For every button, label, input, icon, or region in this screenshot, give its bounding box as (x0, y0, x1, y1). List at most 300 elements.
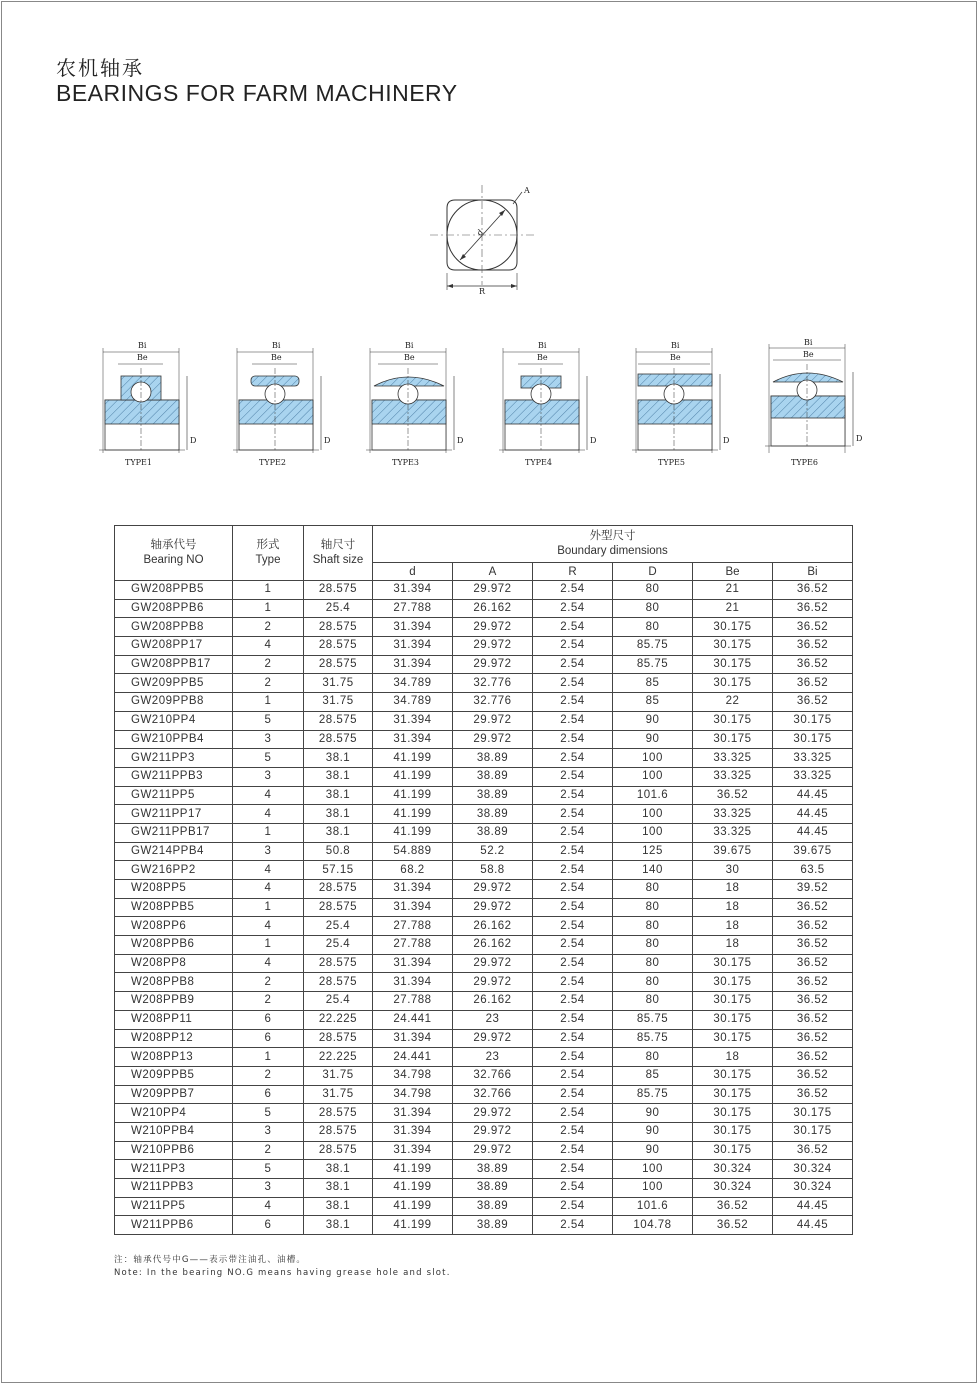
header-bearing-no: 轴承代号 Bearing NO (115, 526, 233, 581)
value-cell: 30.175 (693, 1104, 773, 1123)
value-cell: 28.575 (304, 711, 373, 730)
svg-text:D: D (723, 436, 730, 445)
header-boundary-dimensions: 外型尺寸 Boundary dimensions (373, 526, 853, 563)
type-6-label: TYPE6 (791, 458, 818, 467)
value-cell: 2.54 (533, 674, 613, 693)
bearing-type-1 (99, 341, 196, 467)
value-cell: 28.575 (304, 898, 373, 917)
bearing-no-cell: W210PP4 (115, 1104, 233, 1123)
value-cell: 30.175 (693, 1029, 773, 1048)
svg-text:D: D (457, 436, 464, 445)
value-cell: 38.1 (304, 805, 373, 824)
value-cell: 100 (613, 767, 693, 786)
table-row (115, 674, 853, 693)
value-cell: 30.175 (773, 1122, 853, 1141)
value-cell: 2.54 (533, 693, 613, 712)
table-row (115, 1066, 853, 1085)
value-cell: 29.972 (453, 898, 533, 917)
value-cell: 80 (613, 917, 693, 936)
value-cell: 85.75 (613, 1029, 693, 1048)
value-cell: 80 (613, 936, 693, 955)
bearing-no-cell: GW208PPB17 (115, 655, 233, 674)
page-title-english: BEARINGS FOR FARM MACHINERY (56, 80, 458, 106)
value-cell: 41.199 (373, 1160, 453, 1179)
value-cell: 4 (233, 880, 304, 899)
value-cell: 100 (613, 1160, 693, 1179)
value-cell: 31.394 (373, 1141, 453, 1160)
value-cell: 4 (233, 637, 304, 656)
value-cell: 1 (233, 599, 304, 618)
value-cell: 36.52 (773, 637, 853, 656)
table-row (115, 730, 853, 749)
value-cell: 28.575 (304, 730, 373, 749)
value-cell: 30.175 (773, 1104, 853, 1123)
header-bi: Bi (773, 563, 853, 581)
value-cell: 32.766 (453, 1085, 533, 1104)
bearing-no-cell: W208PP5 (115, 880, 233, 899)
value-cell: 2 (233, 674, 304, 693)
value-cell: 2.54 (533, 767, 613, 786)
value-cell: 4 (233, 861, 304, 880)
note-chinese: 注：轴承代号中G——表示带注油孔、油槽。 (114, 1255, 307, 1265)
value-cell: 2.54 (533, 637, 613, 656)
value-cell: 30.324 (773, 1160, 853, 1179)
table-row (115, 917, 853, 936)
value-cell: 2.54 (533, 1048, 613, 1067)
value-cell: 80 (613, 992, 693, 1011)
value-cell: 36.52 (773, 1029, 853, 1048)
table-row (115, 898, 853, 917)
bearing-no-cell: GW214PPB4 (115, 842, 233, 861)
bearing-no-cell: GW209PPB8 (115, 693, 233, 712)
value-cell: 31.394 (373, 1104, 453, 1123)
value-cell: 31.394 (373, 973, 453, 992)
value-cell: 2.54 (533, 936, 613, 955)
value-cell: 85 (613, 693, 693, 712)
value-cell: 2.54 (533, 880, 613, 899)
value-cell: 41.199 (373, 823, 453, 842)
bearing-no-cell: W208PPB5 (115, 898, 233, 917)
value-cell: 26.162 (453, 917, 533, 936)
bearing-no-cell: W210PPB4 (115, 1122, 233, 1141)
bearing-no-cell: GW210PPB4 (115, 730, 233, 749)
value-cell: 31.394 (373, 618, 453, 637)
value-cell: 27.788 (373, 936, 453, 955)
table-row (115, 842, 853, 861)
value-cell: 2.54 (533, 711, 613, 730)
value-cell: 41.199 (373, 1216, 453, 1235)
value-cell: 30.175 (693, 618, 773, 637)
value-cell: 28.575 (304, 581, 373, 600)
value-cell: 36.52 (773, 618, 853, 637)
value-cell: 80 (613, 954, 693, 973)
value-cell: 3 (233, 842, 304, 861)
value-cell: 41.199 (373, 767, 453, 786)
bearing-no-cell: W208PP11 (115, 1010, 233, 1029)
value-cell: 30.175 (693, 992, 773, 1011)
value-cell: 30.175 (693, 1066, 773, 1085)
value-cell: 1 (233, 823, 304, 842)
svg-text:Be: Be (404, 353, 415, 362)
value-cell: 28.575 (304, 637, 373, 656)
header-type: 形式 Type (233, 526, 304, 581)
value-cell: 2.54 (533, 655, 613, 674)
value-cell: 31.394 (373, 898, 453, 917)
value-cell: 80 (613, 618, 693, 637)
value-cell: 85.75 (613, 637, 693, 656)
value-cell: 90 (613, 730, 693, 749)
value-cell: 1 (233, 581, 304, 600)
value-cell: 34.798 (373, 1066, 453, 1085)
svg-text:Be: Be (137, 353, 148, 362)
value-cell: 22.225 (304, 1048, 373, 1067)
bearing-type-6 (765, 338, 862, 467)
value-cell: 30.175 (693, 711, 773, 730)
value-cell: 25.4 (304, 992, 373, 1011)
value-cell: 101.6 (613, 786, 693, 805)
value-cell: 38.89 (453, 805, 533, 824)
value-cell: 22 (693, 693, 773, 712)
table-row (115, 1104, 853, 1123)
label-a: A (524, 186, 530, 195)
value-cell: 54.889 (373, 842, 453, 861)
table-body (115, 581, 853, 1235)
value-cell: 80 (613, 1048, 693, 1067)
value-cell: 38.89 (453, 1197, 533, 1216)
value-cell: 28.575 (304, 880, 373, 899)
table-row (115, 823, 853, 842)
value-cell: 52.2 (453, 842, 533, 861)
value-cell: 2 (233, 618, 304, 637)
value-cell: 41.199 (373, 1179, 453, 1198)
bearing-no-cell: W208PPB6 (115, 936, 233, 955)
value-cell: 2.54 (533, 1066, 613, 1085)
table-row (115, 861, 853, 880)
value-cell: 38.89 (453, 823, 533, 842)
value-cell: 2.54 (533, 786, 613, 805)
value-cell: 38.89 (453, 1216, 533, 1235)
bearing-type-5 (632, 341, 729, 467)
bearing-no-cell: GW208PP17 (115, 637, 233, 656)
value-cell: 2.54 (533, 749, 613, 768)
value-cell: 1 (233, 898, 304, 917)
value-cell: 34.798 (373, 1085, 453, 1104)
value-cell: 29.972 (453, 730, 533, 749)
type-4-label: TYPE4 (525, 458, 552, 467)
bearing-type-2 (233, 341, 330, 467)
bearing-no-cell: GW211PP5 (115, 786, 233, 805)
value-cell: 80 (613, 973, 693, 992)
table-row (115, 1141, 853, 1160)
value-cell: 50.8 (304, 842, 373, 861)
value-cell: 36.52 (773, 674, 853, 693)
value-cell: 6 (233, 1085, 304, 1104)
value-cell: 85.75 (613, 1010, 693, 1029)
value-cell: 44.45 (773, 786, 853, 805)
value-cell: 2.54 (533, 1141, 613, 1160)
value-cell: 31.394 (373, 954, 453, 973)
table-row (115, 992, 853, 1011)
value-cell: 38.1 (304, 767, 373, 786)
value-cell: 34.789 (373, 693, 453, 712)
value-cell: 36.52 (773, 936, 853, 955)
value-cell: 2.54 (533, 1085, 613, 1104)
value-cell: 2 (233, 1141, 304, 1160)
value-cell: 90 (613, 1122, 693, 1141)
value-cell: 4 (233, 917, 304, 936)
label-d: d (475, 227, 486, 238)
svg-text:Bi: Bi (538, 341, 547, 350)
table-row (115, 1122, 853, 1141)
table-row (115, 954, 853, 973)
value-cell: 31.394 (373, 655, 453, 674)
value-cell: 41.199 (373, 805, 453, 824)
value-cell: 38.1 (304, 1216, 373, 1235)
value-cell: 4 (233, 805, 304, 824)
table-row (115, 618, 853, 637)
value-cell: 5 (233, 1104, 304, 1123)
header-a: A (453, 563, 533, 581)
value-cell: 2.54 (533, 842, 613, 861)
value-cell: 38.1 (304, 786, 373, 805)
value-cell: 31.394 (373, 581, 453, 600)
svg-text:Bi: Bi (804, 338, 813, 347)
table-row (115, 711, 853, 730)
value-cell: 36.52 (773, 898, 853, 917)
value-cell: 18 (693, 936, 773, 955)
header-be: Be (693, 563, 773, 581)
value-cell: 33.325 (693, 749, 773, 768)
value-cell: 36.52 (773, 655, 853, 674)
value-cell: 2.54 (533, 730, 613, 749)
bearing-no-cell: GW211PP17 (115, 805, 233, 824)
value-cell: 5 (233, 1160, 304, 1179)
value-cell: 57.15 (304, 861, 373, 880)
table-row (115, 936, 853, 955)
value-cell: 39.675 (693, 842, 773, 861)
value-cell: 2.54 (533, 581, 613, 600)
value-cell: 31.394 (373, 1029, 453, 1048)
value-cell: 30.324 (773, 1179, 853, 1198)
value-cell: 41.199 (373, 1197, 453, 1216)
value-cell: 44.45 (773, 1216, 853, 1235)
value-cell: 23 (453, 1048, 533, 1067)
value-cell: 3 (233, 1179, 304, 1198)
bearing-type-4 (499, 341, 596, 467)
value-cell: 3 (233, 767, 304, 786)
svg-text:Be: Be (537, 353, 548, 362)
value-cell: 27.788 (373, 599, 453, 618)
svg-text:Bi: Bi (272, 341, 281, 350)
value-cell: 63.5 (773, 861, 853, 880)
header-d: d (373, 563, 453, 581)
bearing-no-cell: W209PPB7 (115, 1085, 233, 1104)
type-5-label: TYPE5 (658, 458, 685, 467)
table-row (115, 880, 853, 899)
value-cell: 36.52 (773, 581, 853, 600)
value-cell: 31.75 (304, 1066, 373, 1085)
table-row (115, 1029, 853, 1048)
svg-text:Be: Be (271, 353, 282, 362)
bearing-no-cell: W208PP13 (115, 1048, 233, 1067)
value-cell: 2.54 (533, 599, 613, 618)
table-row (115, 767, 853, 786)
value-cell: 30.175 (693, 1010, 773, 1029)
value-cell: 3 (233, 730, 304, 749)
value-cell: 26.162 (453, 599, 533, 618)
table-row (115, 581, 853, 600)
value-cell: 2.54 (533, 992, 613, 1011)
value-cell: 38.1 (304, 1197, 373, 1216)
value-cell: 5 (233, 749, 304, 768)
bearing-spec-table (114, 525, 853, 1235)
value-cell: 23 (453, 1010, 533, 1029)
svg-text:Bi: Bi (671, 341, 680, 350)
value-cell: 27.788 (373, 992, 453, 1011)
type-1-label: TYPE1 (125, 458, 152, 467)
value-cell: 85.75 (613, 1085, 693, 1104)
value-cell: 104.78 (613, 1216, 693, 1235)
value-cell: 29.972 (453, 618, 533, 637)
value-cell: 2.54 (533, 618, 613, 637)
bearing-no-cell: W211PPB3 (115, 1179, 233, 1198)
value-cell: 2 (233, 992, 304, 1011)
value-cell: 2.54 (533, 1122, 613, 1141)
value-cell: 18 (693, 917, 773, 936)
value-cell: 3 (233, 1122, 304, 1141)
value-cell: 29.972 (453, 1122, 533, 1141)
value-cell: 44.45 (773, 823, 853, 842)
value-cell: 68.2 (373, 861, 453, 880)
value-cell: 31.75 (304, 674, 373, 693)
value-cell: 100 (613, 749, 693, 768)
value-cell: 140 (613, 861, 693, 880)
value-cell: 36.52 (773, 973, 853, 992)
value-cell: 38.1 (304, 1160, 373, 1179)
value-cell: 2.54 (533, 1216, 613, 1235)
value-cell: 31.75 (304, 1085, 373, 1104)
value-cell: 31.394 (373, 711, 453, 730)
value-cell: 28.575 (304, 1141, 373, 1160)
value-cell: 90 (613, 1141, 693, 1160)
value-cell: 4 (233, 954, 304, 973)
bearing-no-cell: GW209PPB5 (115, 674, 233, 693)
svg-text:Bi: Bi (405, 341, 414, 350)
bearing-no-cell: GW211PPB3 (115, 767, 233, 786)
value-cell: 21 (693, 599, 773, 618)
value-cell: 2.54 (533, 1160, 613, 1179)
value-cell: 28.575 (304, 655, 373, 674)
value-cell: 85 (613, 674, 693, 693)
bearing-no-cell: W208PP12 (115, 1029, 233, 1048)
value-cell: 30.175 (693, 730, 773, 749)
table-row (115, 599, 853, 618)
bearing-no-cell: GW211PPB17 (115, 823, 233, 842)
value-cell: 36.52 (773, 1048, 853, 1067)
value-cell: 33.325 (693, 805, 773, 824)
value-cell: 39.675 (773, 842, 853, 861)
value-cell: 2 (233, 973, 304, 992)
value-cell: 29.972 (453, 655, 533, 674)
value-cell: 18 (693, 1048, 773, 1067)
table-row (115, 749, 853, 768)
value-cell: 33.325 (773, 749, 853, 768)
square-bore-diagram (425, 180, 550, 300)
value-cell: 101.6 (613, 1197, 693, 1216)
value-cell: 2.54 (533, 1010, 613, 1029)
svg-text:D: D (590, 436, 597, 445)
value-cell: 26.162 (453, 936, 533, 955)
bearing-no-cell: GW208PPB6 (115, 599, 233, 618)
value-cell: 38.89 (453, 749, 533, 768)
value-cell: 100 (613, 823, 693, 842)
value-cell: 28.575 (304, 1029, 373, 1048)
value-cell: 90 (613, 1104, 693, 1123)
table-row (115, 655, 853, 674)
value-cell: 2.54 (533, 805, 613, 824)
value-cell: 2.54 (533, 973, 613, 992)
note-english: Note: In the bearing NO.G means having grease hole and slot. (114, 1268, 451, 1278)
value-cell: 90 (613, 711, 693, 730)
value-cell: 36.52 (693, 786, 773, 805)
value-cell: 6 (233, 1216, 304, 1235)
value-cell: 36.52 (773, 992, 853, 1011)
value-cell: 25.4 (304, 917, 373, 936)
value-cell: 32.776 (453, 674, 533, 693)
value-cell: 25.4 (304, 936, 373, 955)
value-cell: 28.575 (304, 1122, 373, 1141)
type-2-label: TYPE2 (259, 458, 286, 467)
label-r: R (479, 287, 486, 296)
value-cell: 6 (233, 1029, 304, 1048)
bearing-no-cell: W208PPB8 (115, 973, 233, 992)
value-cell: 29.972 (453, 880, 533, 899)
value-cell: 4 (233, 786, 304, 805)
value-cell: 29.972 (453, 1104, 533, 1123)
value-cell: 85 (613, 1066, 693, 1085)
value-cell: 34.789 (373, 674, 453, 693)
value-cell: 44.45 (773, 805, 853, 824)
value-cell: 30.175 (693, 655, 773, 674)
table-row (115, 805, 853, 824)
value-cell: 38.89 (453, 767, 533, 786)
value-cell: 30.324 (693, 1160, 773, 1179)
value-cell: 2.54 (533, 1197, 613, 1216)
table-row (115, 1160, 853, 1179)
value-cell: 36.52 (693, 1216, 773, 1235)
value-cell: 1 (233, 693, 304, 712)
value-cell: 18 (693, 898, 773, 917)
value-cell: 24.441 (373, 1048, 453, 1067)
page-title-chinese: 农机轴承 (56, 56, 144, 80)
value-cell: 33.325 (773, 767, 853, 786)
value-cell: 30.324 (693, 1179, 773, 1198)
value-cell: 31.394 (373, 1122, 453, 1141)
value-cell: 28.575 (304, 973, 373, 992)
value-cell: 58.8 (453, 861, 533, 880)
value-cell: 100 (613, 805, 693, 824)
value-cell: 36.52 (773, 1010, 853, 1029)
header-shaft-size: 轴尺寸 Shaft size (304, 526, 373, 581)
bearing-no-cell: GW210PP4 (115, 711, 233, 730)
value-cell: 30.175 (693, 1141, 773, 1160)
bearing-no-cell: W208PP6 (115, 917, 233, 936)
value-cell: 1 (233, 1048, 304, 1067)
value-cell: 41.199 (373, 786, 453, 805)
value-cell: 32.766 (453, 1066, 533, 1085)
svg-text:Be: Be (670, 353, 681, 362)
value-cell: 4 (233, 1197, 304, 1216)
